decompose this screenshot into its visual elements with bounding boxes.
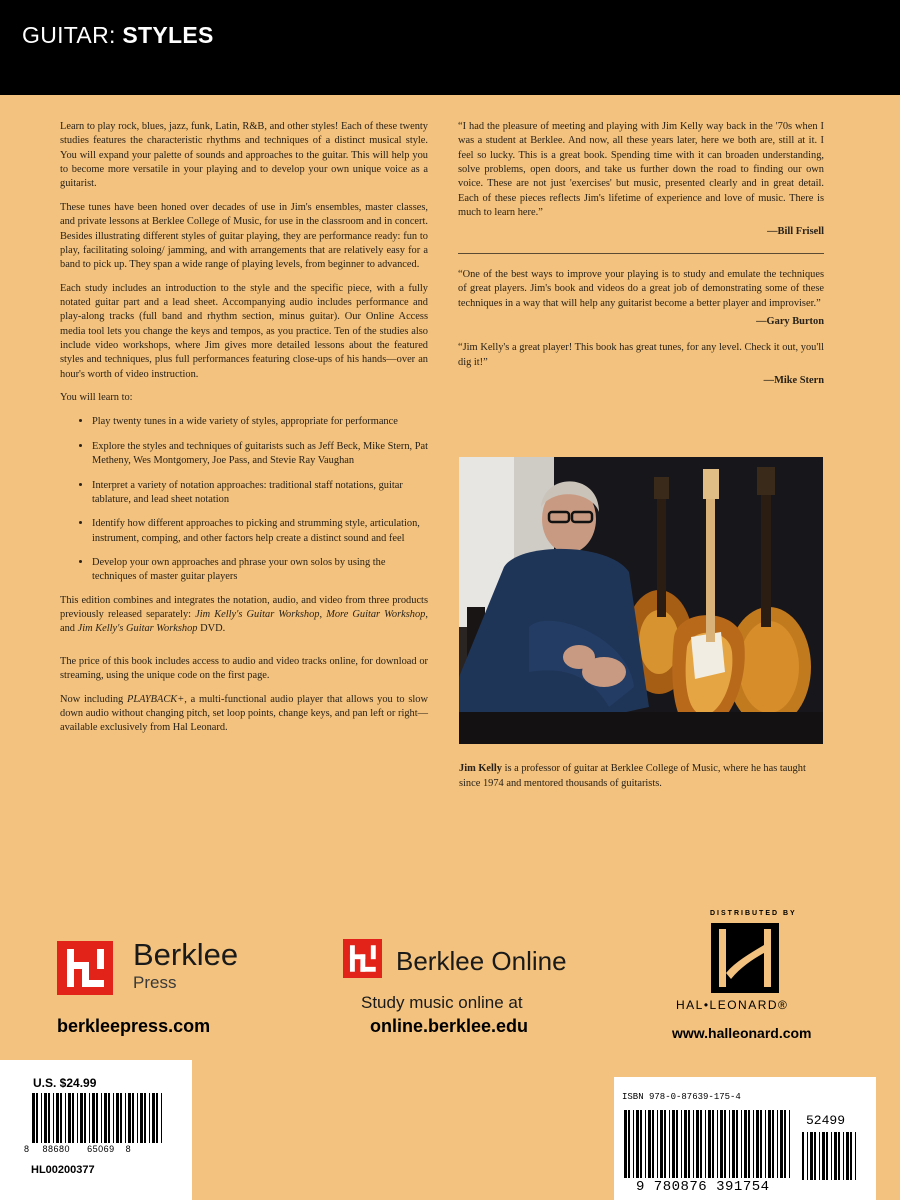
barcode-bar (676, 1110, 678, 1178)
edition-title-2: More Guitar Workshop (326, 609, 426, 621)
barcode-bar (688, 1110, 690, 1178)
barcode-bar (708, 1110, 711, 1178)
barcode-bar (693, 1110, 694, 1178)
upc-right: 8 (125, 1144, 132, 1154)
edition-paragraph (60, 594, 428, 637)
price-box (0, 1060, 192, 1200)
barcode-bar (684, 1110, 687, 1178)
edition-sep-1: , (319, 609, 327, 621)
quote-burton: “One of the best ways to improve your playing is to study and emulate the techniques of great players. Jim's book and videos do a great job of demonstrating some of these techniques in a way that will help any guitarist become a better player and improviser.” (458, 268, 824, 309)
barcode-bar (77, 1093, 78, 1143)
barcode-bar (802, 1132, 804, 1180)
barcode-bar (92, 1093, 95, 1143)
barcode-bar (681, 1110, 682, 1178)
barcode-bar (652, 1110, 654, 1178)
barcode-bar (780, 1110, 783, 1178)
barcode-bar (724, 1110, 726, 1178)
barcode-bar (838, 1132, 840, 1180)
isbn-addon-barcode (802, 1132, 857, 1180)
barcode-bar (144, 1093, 146, 1143)
barcode-bar (113, 1093, 114, 1143)
quote-frisell-author: —Bill Frisell (767, 225, 824, 237)
barcode-bar (748, 1110, 750, 1178)
product-code: HL00200377 (31, 1164, 95, 1176)
barcode-bar (624, 1110, 627, 1178)
barcode-bar (843, 1132, 844, 1180)
barcode-bar (152, 1093, 155, 1143)
barcode-bar (101, 1093, 102, 1143)
barcode-bar (834, 1132, 837, 1180)
barcode-bar (137, 1093, 138, 1143)
series-title-prefix: GUITAR: (22, 22, 123, 48)
barcode-bar (819, 1132, 820, 1180)
barcode-bar (741, 1110, 742, 1178)
barcode-bar (53, 1093, 54, 1143)
isbn-box (614, 1077, 876, 1200)
description-column (60, 120, 428, 745)
berklee-press-logo-mark (57, 941, 113, 995)
description-paragraph-1: Learn to play rock, blues, jazz, funk, Latin, R&B, and other styles! Each of these twenty studies features the characteristic rhythms and techniques of a distinct musical style. You will expand your palette of sounds and approaches to the guitar. This will help you to become more versatile in your playing and to develop your own unique voice as a guitarist. (60, 121, 428, 190)
hal-leonard-icon (711, 923, 779, 993)
isbn-label: ISBN 978-0-87639-175-4 (622, 1092, 741, 1102)
barcode-bar (846, 1132, 849, 1180)
barcode-bar (772, 1110, 774, 1178)
hal-leonard-logo-mark (711, 923, 779, 993)
series-title (22, 22, 214, 49)
edition-text: This edition combines and integrates the notation, audio, and video from three products previously released separately: (60, 594, 428, 621)
barcode-bar (814, 1132, 816, 1180)
barcode-bar (744, 1110, 747, 1178)
barcode-bar (729, 1110, 730, 1178)
barcode-bar (72, 1093, 74, 1143)
barcode-bar (831, 1132, 832, 1180)
quote-frisell: “I had the pleasure of meeting and playing with Jim Kelly way back in the '70s when I was a student at Berklee. And now, all these years later, here we both are, still at it. I feel so lucky. This is a great book. Spending time with it can broaden understanding, solve problems, open doors, and take us further down the road to finding our own voice. These are not just 'exercises' but music, presented clearly and in great detail. Each of these pieces reflects Jim's lifetime of experience and love of music. There is much to learn here.” (458, 121, 824, 219)
barcode-bar (648, 1110, 651, 1178)
playback-rest: , a multi-functional audio player that allows you to slow down audio without changing pitch, set loop points, change keys, and pan left or right—available exclusively from Hal Leonard. (60, 693, 428, 734)
header-bar (0, 0, 900, 95)
isbn-price-code: 52499 (806, 1113, 846, 1128)
playback-name: PLAYBACK+ (127, 693, 185, 705)
hal-leonard-url[interactable]: www.halleonard.com (672, 1025, 812, 1041)
barcode-bar (822, 1132, 825, 1180)
quotes-column (458, 120, 824, 388)
quote-divider (458, 253, 824, 254)
barcode-bar (669, 1110, 670, 1178)
barcode-bar (80, 1093, 83, 1143)
berklee-online-b-icon (343, 939, 382, 978)
barcode-bar (672, 1110, 675, 1178)
hal-leonard-name: HAL•LEONARD® (676, 998, 789, 1012)
barcode-bar (657, 1110, 658, 1178)
upc-barcode (32, 1093, 162, 1143)
barcode-bar (664, 1110, 666, 1178)
barcode-bar (56, 1093, 59, 1143)
learn-item: • Explore the styles and techniques of guitarists such as Jeff Beck, Mike Stern, Pat Metheny, Wes Montgomery, Joe Pass, and Stevie Ray Vaughan (92, 439, 428, 469)
barcode-bar (826, 1132, 828, 1180)
barcode-bar (108, 1093, 110, 1143)
berklee-online-name: Berklee Online (396, 946, 567, 976)
barcode-bar (760, 1110, 762, 1178)
barcode-bar (68, 1093, 71, 1143)
barcode-bar (855, 1132, 856, 1180)
series-title-main: STYLES (122, 22, 214, 48)
description-paragraph-3: Each study includes an introduction to the style and the specific piece, with a fully notated guitar part and a lead sheet. Accompanying audio includes performance and play-along tracks (full band and rhythm section, minus guitar). Our Online Access media tool lets you change the keys and tempos, as you practice. Ten of the studies also include video workshops, where Jim gives more detailed lessons about the featured styles and techniques, plus full performances featuring close-ups of his hands—over an hour's worth of video instruction. (60, 282, 428, 380)
barcode-bar (768, 1110, 771, 1178)
barcode-bar (732, 1110, 735, 1178)
barcode-bar (700, 1110, 702, 1178)
description-paragraph-2: These tunes have been honed over decades of use in Jim's ensembles, master classes, and private lessons at Berklee College of Music, for use in the classroom and in concert. Besides illustrating different styles of guitar playing, they are performance ready: fun to play, facilitating soloing/ jamming, and with arrangements that are relatively easy for a band to pick up. They span a wide range of playing levels, from beginner to advanced. (60, 201, 428, 271)
author-caption-name: Jim Kelly (459, 763, 502, 775)
barcode-bar (640, 1110, 642, 1178)
barcode-bar (717, 1110, 718, 1178)
barcode-bar (720, 1110, 723, 1178)
barcode-bar (784, 1110, 786, 1178)
barcode-bar (120, 1093, 122, 1143)
barcode-bar (41, 1093, 42, 1143)
barcode-bar (96, 1093, 98, 1143)
barcode-bar (807, 1132, 808, 1180)
quote-stern-author: —Mike Stern (763, 375, 824, 387)
author-photo-illustration (459, 457, 823, 744)
edition-title-3: Jim Kelly's Guitar Workshop (77, 623, 198, 635)
author-caption-text: is a professor of guitar at Berklee College of Music, where he has taught since 1974 and mentored thousands of guitarists. (459, 763, 806, 789)
barcode-bar (777, 1110, 778, 1178)
isbn-barcode (624, 1110, 794, 1178)
edition-sep-2: , and (60, 609, 428, 635)
berklee-online-logo-mark (343, 939, 382, 978)
barcode-bar (125, 1093, 126, 1143)
barcode-bar (756, 1110, 759, 1178)
barcode-bar (128, 1093, 131, 1143)
barcode-bar (712, 1110, 714, 1178)
barcode-bar (645, 1110, 646, 1178)
barcode-bar (60, 1093, 62, 1143)
learn-intro: You will learn to: (60, 392, 133, 404)
edition-end: DVD. (197, 623, 226, 635)
berklee-online-url[interactable]: online.berklee.edu (370, 1016, 529, 1036)
barcode-bar (696, 1110, 699, 1178)
barcode-bar (753, 1110, 754, 1178)
barcode-bar (660, 1110, 663, 1178)
barcode-bar (48, 1093, 50, 1143)
barcode-bar (628, 1110, 630, 1178)
quote-burton-author: —Gary Burton (756, 315, 824, 327)
berklee-online-tagline: Study music online at (361, 993, 523, 1012)
quote-stern: “Jim Kelly's a great player! This book has great tunes, for any level. Check it out, you'll dig it!” (458, 342, 824, 368)
barcode-bar (810, 1132, 813, 1180)
barcode-bar (149, 1093, 150, 1143)
learn-list (60, 414, 428, 584)
hal-distributed-by: DISTRIBUTED BY (710, 910, 797, 917)
barcode-bar (132, 1093, 134, 1143)
playback-prefix: Now including (60, 693, 127, 705)
barcode-bar (705, 1110, 706, 1178)
barcode-bar (736, 1110, 738, 1178)
upc-mid1: 88680 (42, 1144, 71, 1154)
barcode-bar (89, 1093, 90, 1143)
price-access-paragraph: The price of this book includes access to audio and video tracks online, for download or streaming, using the unique code on the first page. (60, 655, 428, 682)
berklee-b-icon (57, 941, 113, 995)
barcode-bar (65, 1093, 66, 1143)
berklee-press-sub: Press (133, 973, 177, 992)
barcode-bar (636, 1110, 639, 1178)
berklee-press-url[interactable]: berkleepress.com (57, 1016, 211, 1036)
berklee-press-wordmark (133, 939, 238, 993)
barcode-bar (161, 1093, 162, 1143)
barcode-bar (850, 1132, 852, 1180)
barcode-bar (44, 1093, 47, 1143)
barcode-bar (633, 1110, 634, 1178)
barcode-bar (765, 1110, 766, 1178)
barcode-bar (84, 1093, 86, 1143)
price-label: U.S. $24.99 (33, 1076, 97, 1090)
barcode-bar (32, 1093, 35, 1143)
learn-item: • Play twenty tunes in a wide variety of styles, appropriate for performance (92, 414, 428, 429)
playback-paragraph (60, 693, 428, 736)
barcode-bar (104, 1093, 107, 1143)
isbn-ean-digits: 9 780876 391754 (636, 1179, 770, 1195)
berklee-press-name: Berklee (133, 937, 239, 972)
upc-mid2: 65069 (87, 1144, 115, 1154)
upc-digits (24, 1144, 174, 1154)
learn-item: • Develop your own approaches and phrase your own solos by using the techniques of master guitar players (92, 555, 428, 585)
edition-title-1: Jim Kelly's Guitar Workshop (195, 609, 320, 621)
barcode-bar (116, 1093, 119, 1143)
learn-item: • Interpret a variety of notation approaches: traditional staff notations, guitar tablature, and lead sheet notation (92, 478, 428, 508)
author-photo (459, 457, 823, 744)
barcode-bar (156, 1093, 158, 1143)
barcode-bar (36, 1093, 38, 1143)
upc-left: 8 (24, 1144, 30, 1154)
author-caption (459, 762, 823, 791)
learn-item: • Identify how different approaches to picking and strumming style, articulation, instrument, comping, and other factors help create a distinct sound and feel (92, 516, 428, 546)
barcode-bar (140, 1093, 143, 1143)
barcode-bar (789, 1110, 790, 1178)
